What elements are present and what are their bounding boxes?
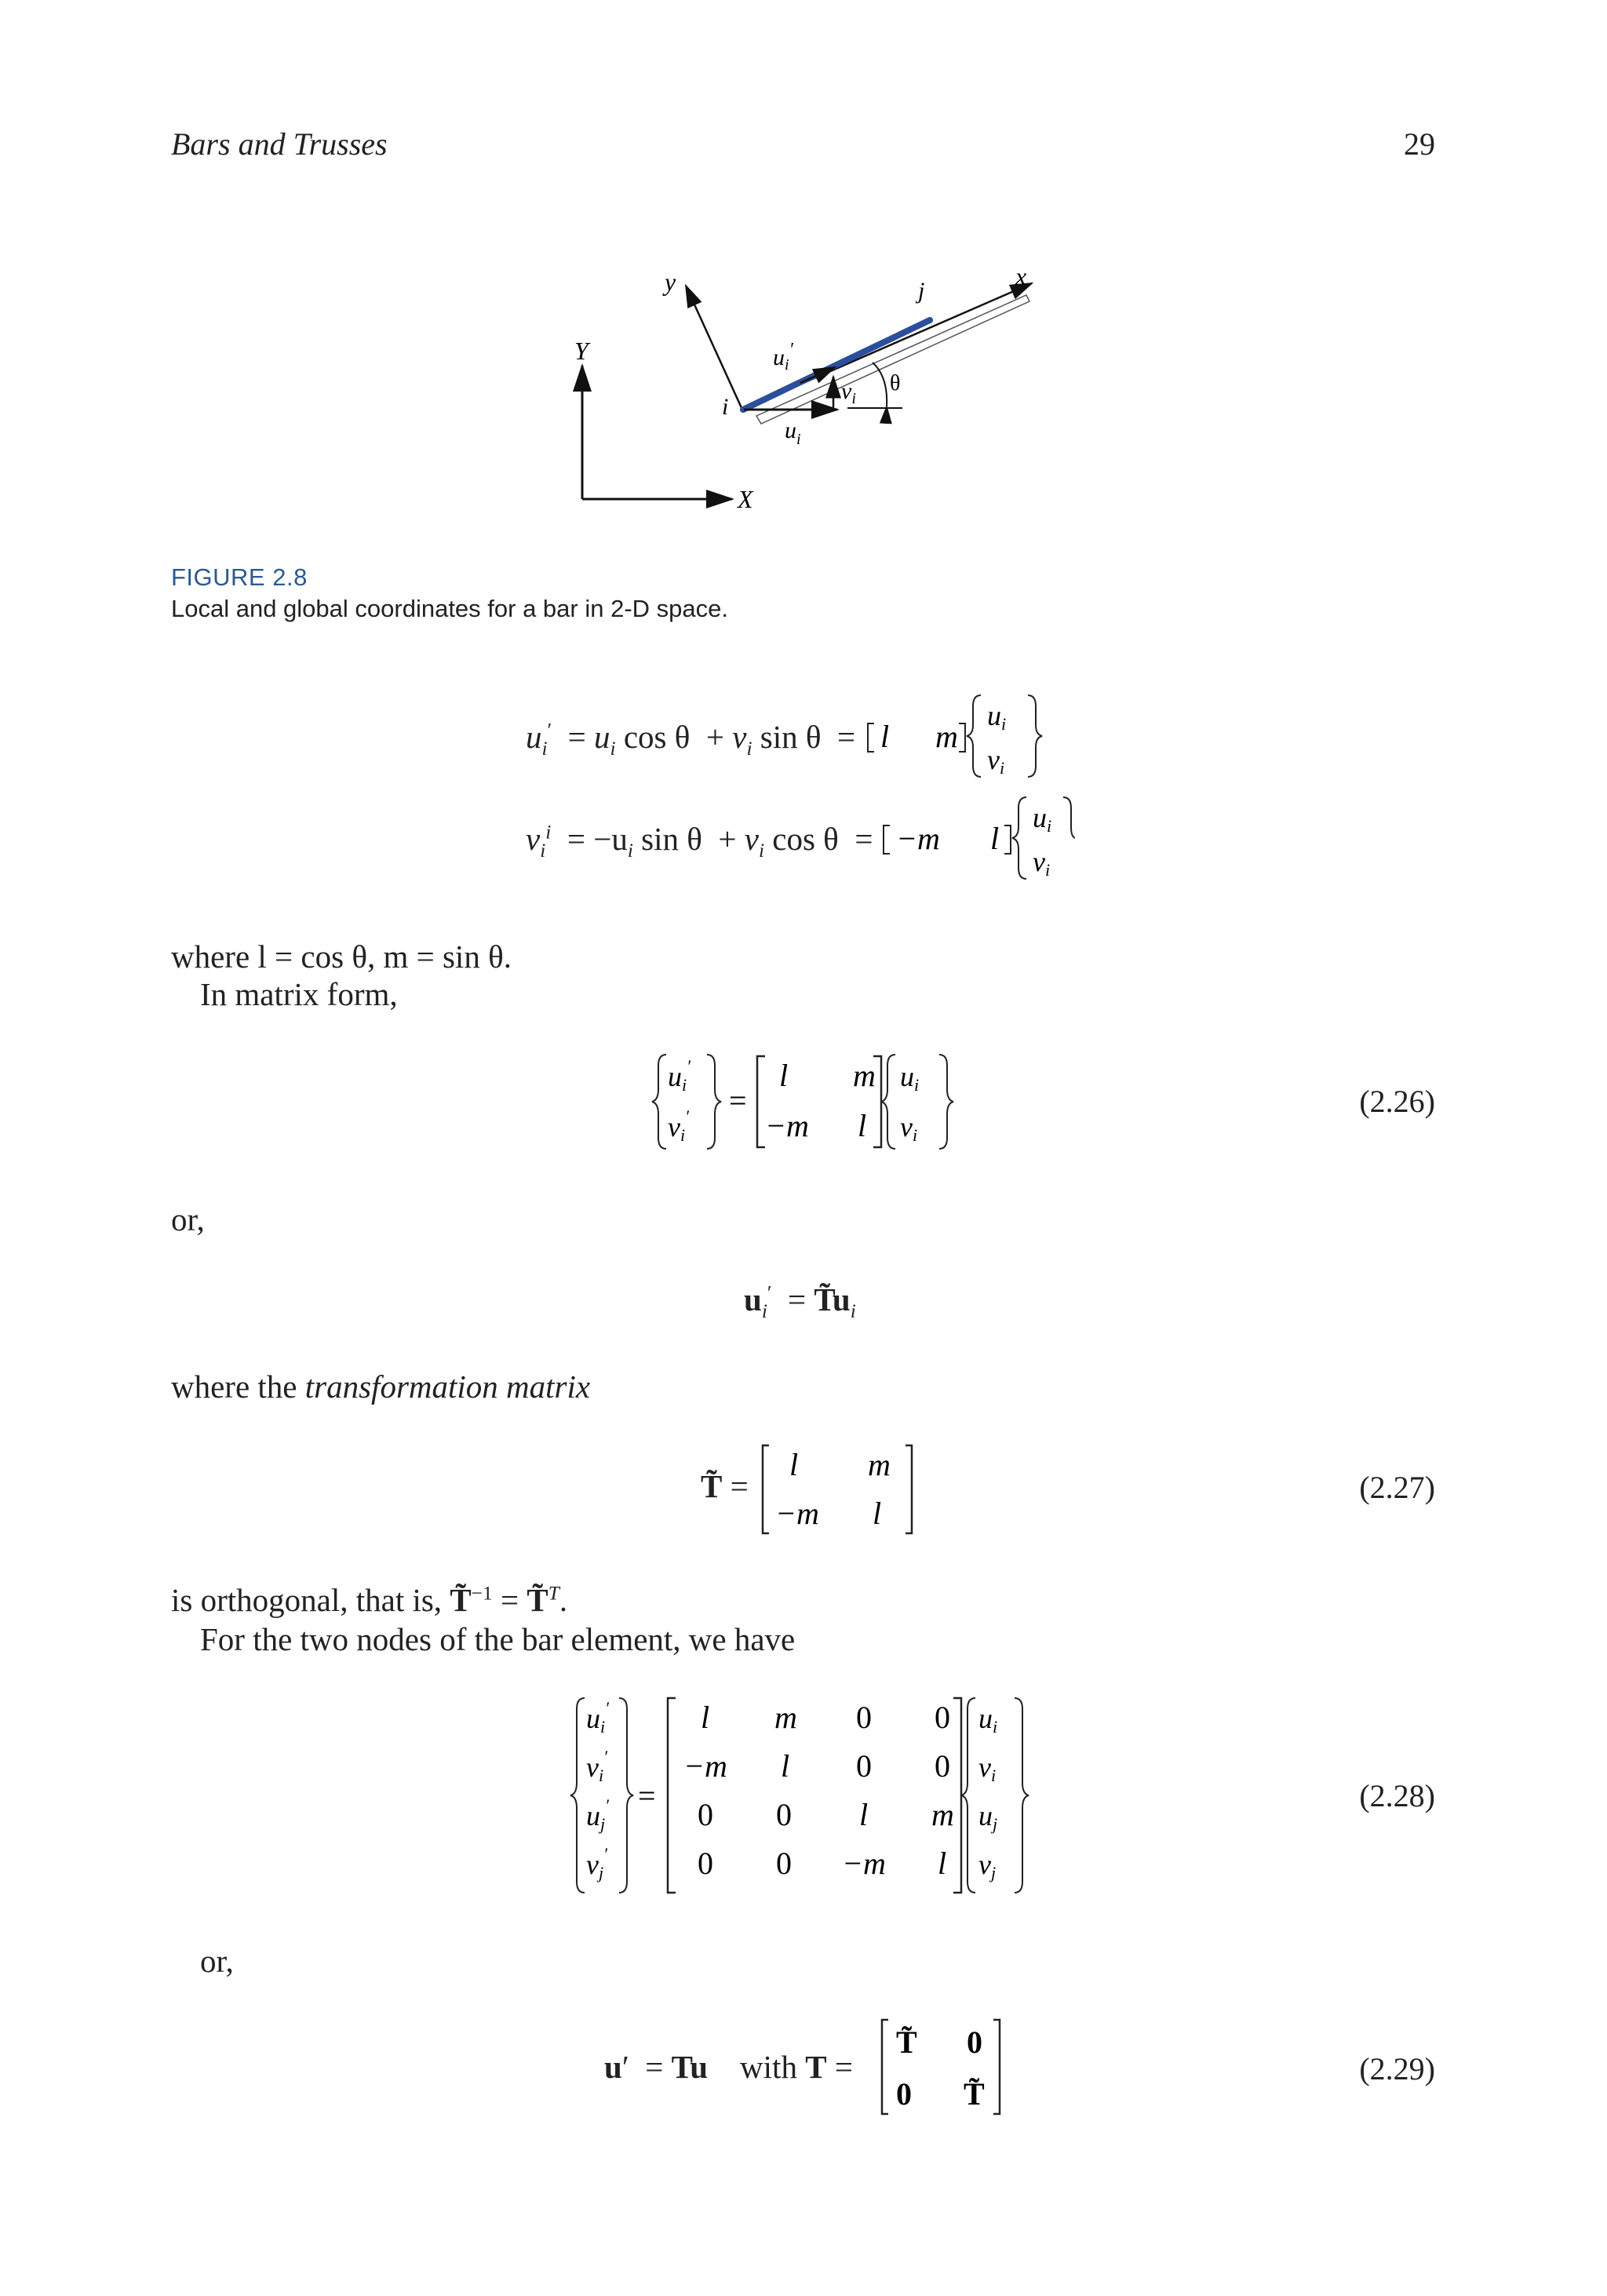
node-j: [927, 317, 933, 323]
figure-label: FIGURE 2.8: [171, 563, 308, 591]
svg-text:0: 0: [935, 1700, 950, 1735]
svg-text:vj: vj: [978, 1849, 997, 1882]
equation-number-2-28: (2.28): [1359, 1778, 1435, 1813]
v-i-label: $v_i$: [841, 378, 856, 407]
svg-text:uj′: uj′: [586, 1795, 609, 1834]
where-lm-text: where l = cos θ, m = sin θ.: [171, 938, 512, 975]
svg-text:T̃: T̃: [964, 2076, 985, 2112]
svg-text:vi′: vi′: [586, 1747, 607, 1785]
displaced-bar: [756, 295, 1029, 424]
svg-text:0: 0: [776, 1797, 792, 1832]
orthogonal-text: is orthogonal, that is, T̃$^{-1}$ = T̃$^T$.: [171, 1582, 568, 1618]
where-transformation-text: where the transformation matrix: [171, 1368, 591, 1405]
equation-number-2-27: (2.27): [1359, 1470, 1435, 1505]
svg-text:l: l: [990, 821, 1000, 856]
svg-text:l: l: [789, 1447, 799, 1482]
svg-text:T̃: T̃: [896, 2024, 917, 2060]
svg-text:0: 0: [698, 1797, 713, 1832]
equation-2-29-lhs: u′ = Tu with T =: [604, 2049, 853, 2085]
local-y-axis: [686, 286, 742, 410]
equation-v-prime: $v_i^i = -u_i$ $\sin \theta + v_i$ cos θ =: [526, 821, 873, 862]
svg-text:m: m: [774, 1700, 797, 1735]
svg-text:l: l: [880, 719, 890, 754]
bar-element: [743, 320, 930, 410]
svg-text:0: 0: [776, 1846, 792, 1881]
row-vector-minus-m-l: [879, 793, 1075, 887]
or-text-2: or,: [200, 1943, 234, 1979]
svg-text:−m: −m: [896, 821, 940, 856]
t-tilde-symbol: T̃ =: [701, 1468, 749, 1504]
equation-number-2-29: (2.29): [1359, 2051, 1435, 2086]
figure-diagram: [549, 259, 1059, 526]
svg-text:0: 0: [856, 1700, 872, 1735]
global-y-label: Y: [574, 337, 589, 365]
svg-text:ui: ui: [978, 1703, 998, 1737]
svg-text:−m: −m: [775, 1496, 819, 1531]
svg-text:−m: −m: [842, 1846, 886, 1881]
svg-text:=: =: [638, 1778, 656, 1813]
svg-text:0: 0: [698, 1846, 713, 1881]
svg-text:ui: ui: [900, 1061, 920, 1095]
svg-text:l: l: [938, 1846, 947, 1881]
svg-text:0: 0: [935, 1748, 950, 1784]
svg-text:vi: vi: [1033, 846, 1051, 880]
in-matrix-form-text: In matrix form,: [200, 976, 398, 1012]
svg-text:l: l: [701, 1700, 710, 1735]
local-x-label: x: [1015, 262, 1027, 290]
svg-text:=: =: [729, 1083, 747, 1118]
svg-text:ui: ui: [1033, 802, 1052, 836]
svg-text:l: l: [779, 1058, 789, 1093]
global-x-label: X: [738, 485, 753, 513]
svg-text:uj: uj: [978, 1800, 998, 1834]
svg-text:vi: vi: [978, 1751, 997, 1785]
svg-text:0: 0: [896, 2076, 912, 2112]
svg-text:0: 0: [856, 1748, 872, 1784]
u-i-label: $u_i$: [785, 417, 801, 448]
equation-2-27-matrix: [760, 1442, 916, 1536]
theta-label: θ: [890, 371, 901, 395]
equation-compact-transform: $u_i'$ = $T̃u_i$: [744, 1281, 856, 1323]
u-prime-label: $u_i'$: [773, 340, 793, 374]
svg-text:l: l: [873, 1496, 882, 1531]
svg-text:vi′: vi′: [668, 1106, 689, 1145]
svg-text:m: m: [935, 719, 958, 754]
equation-u-prime: $u_i' = u_i$ $\cos \theta + v_i$ sin θ =: [526, 719, 856, 760]
svg-text:−m: −m: [765, 1108, 809, 1143]
svg-text:ui′: ui′: [586, 1698, 609, 1737]
node-j-label: j: [918, 278, 925, 304]
svg-text:l: l: [859, 1797, 869, 1832]
node-i-label: i: [722, 394, 729, 420]
svg-text:vj′: vj′: [586, 1844, 607, 1882]
svg-text:vi: vi: [900, 1111, 918, 1145]
svg-text:vi: vi: [987, 744, 1005, 778]
running-title: Bars and Trusses: [171, 126, 388, 162]
row-vector-lm: [863, 691, 1051, 785]
svg-text:ui′: ui′: [668, 1056, 691, 1095]
svg-text:ui: ui: [987, 700, 1007, 734]
svg-text:0: 0: [967, 2024, 982, 2060]
svg-text:l: l: [781, 1748, 790, 1784]
page-number: 29: [1404, 126, 1435, 162]
equation-2-29-matrix: [879, 2017, 1004, 2119]
svg-text:m: m: [868, 1447, 891, 1482]
figure-caption: Local and global coordinates for a bar in 2-D space.: [171, 595, 728, 622]
u-prime-i-arrow: [800, 367, 835, 383]
equation-2-26: [647, 1051, 977, 1153]
svg-text:−m: −m: [683, 1748, 727, 1784]
svg-text:m: m: [853, 1058, 876, 1093]
or-text-1: or,: [171, 1201, 205, 1237]
svg-text:l: l: [858, 1108, 867, 1143]
equation-number-2-26: (2.26): [1359, 1084, 1435, 1119]
two-nodes-text: For the two nodes of the bar element, we have: [200, 1621, 796, 1657]
svg-text:m: m: [931, 1797, 954, 1832]
equation-2-28: [569, 1695, 1055, 1899]
local-y-label: y: [665, 268, 676, 296]
